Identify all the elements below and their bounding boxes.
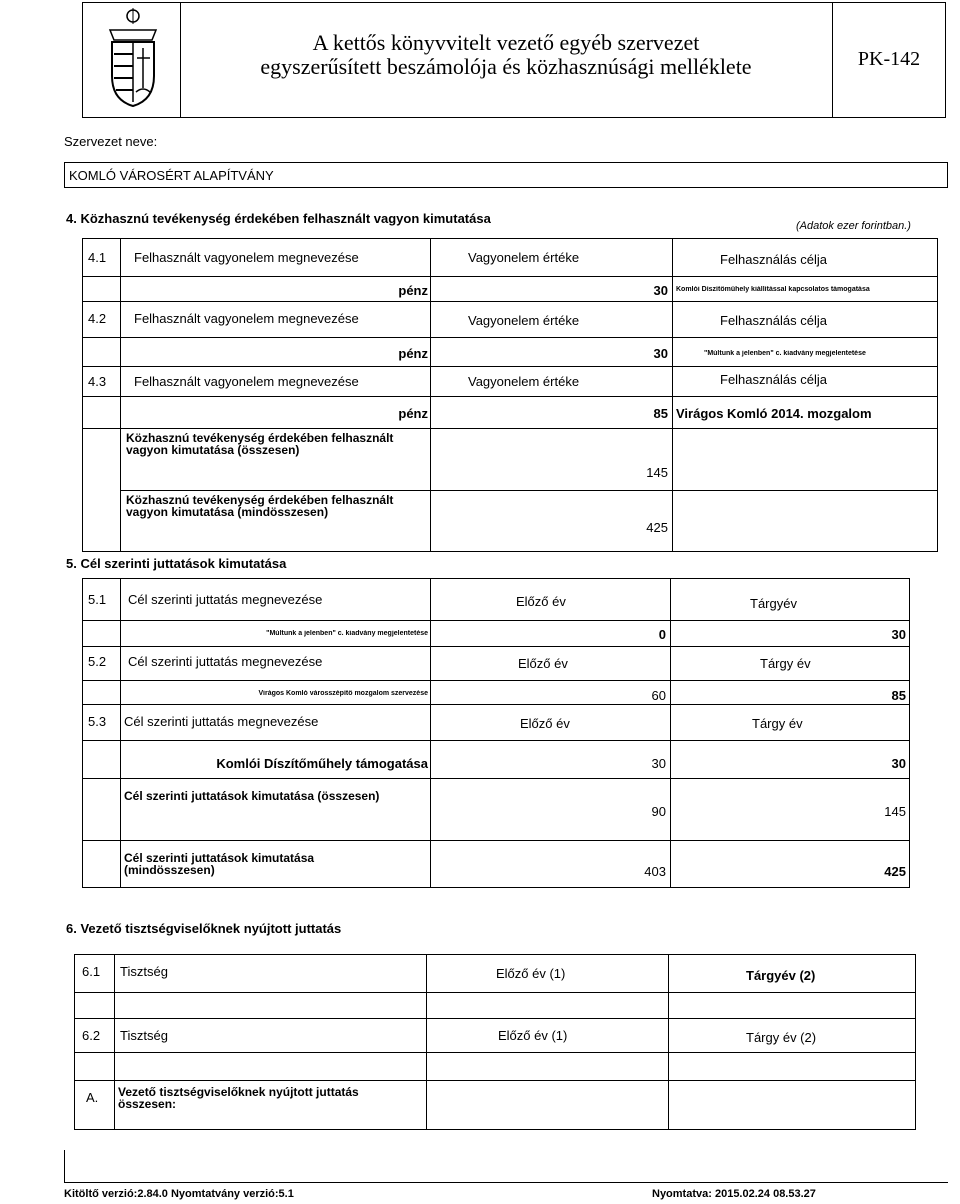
section6-title: 6. Vezető tisztségviselőknek nyújtott juttatás	[66, 921, 342, 936]
s5-total-curr: 145	[884, 804, 906, 819]
org-name-value: KOMLÓ VÁROSÉRT ALAPÍTVÁNY	[69, 168, 274, 183]
s4-row3-col2-header: Vagyonelem értéke	[468, 374, 580, 389]
s6-total-num: A.	[86, 1090, 99, 1105]
s4-row2-item: pénz	[398, 346, 428, 361]
s6-row1-col1-header: Tisztség	[120, 964, 168, 979]
s5-row2-curr-header: Tárgy év	[760, 656, 811, 671]
org-name-label: Szervezet neve:	[64, 134, 158, 149]
footer-version: Kitöltő verzió:2.84.0 Nyomtatvány verzió:5.1	[64, 1188, 294, 1200]
s4-total-value: 145	[646, 465, 668, 480]
s6-row1-num: 6.1	[82, 964, 101, 979]
s4-row3-num: 4.3	[88, 374, 107, 389]
s5-row1-prev: 0	[658, 627, 666, 642]
s5-row3-prev-header: Előző év	[520, 716, 570, 731]
section5-title: 5. Cél szerinti juttatások kimutatása	[66, 556, 287, 571]
s5-row3-curr: 30	[891, 756, 906, 771]
s6-row2-curr-header: Tárgy év (2)	[746, 1030, 817, 1045]
s6-row2-num: 6.2	[82, 1028, 101, 1043]
s5-row1-curr-header: Tárgyév	[750, 596, 797, 611]
s4-row3-col1-header: Felhasznált vagyonelem megnevezése	[134, 374, 359, 389]
s5-grand-prev: 403	[644, 864, 666, 879]
s6-row2-col1-header: Tisztség	[120, 1028, 168, 1043]
s5-row1-curr: 30	[891, 627, 906, 642]
s5-row3-item: Komlói Díszítőműhely támogatása	[216, 756, 428, 771]
form-code: PK-142	[857, 48, 921, 70]
s5-row2-curr: 85	[891, 688, 906, 703]
s4-row3-value: 85	[653, 406, 668, 421]
s6-total-label: Vezető tisztségviselőknek nyújtott juttatás összesen:	[118, 1085, 359, 1111]
s5-row1-col1-header: Cél szerinti juttatás megnevezése	[128, 592, 323, 607]
s5-row2-col1-header: Cél szerinti juttatás megnevezése	[128, 654, 323, 669]
s4-row3-col3-header: Felhasználás célja	[720, 372, 827, 387]
s5-row2-prev: 60	[651, 688, 666, 703]
s5-row2-num: 5.2	[88, 654, 107, 669]
s5-row2-item: Virágos Komló városszépítő mozgalom szervezése	[258, 690, 428, 697]
s5-row1-item: "Múltunk a jelenben" c. kiadvány megjelentetése	[266, 630, 428, 637]
s6-row1-curr-header: Tárgyév (2)	[746, 968, 816, 983]
s4-row1-col2-header: Vagyonelem értéke	[468, 250, 580, 265]
s4-row2-num: 4.2	[88, 311, 107, 326]
s5-row3-prev: 30	[651, 756, 666, 771]
s4-row1-item: pénz	[398, 283, 428, 298]
s5-row1-num: 5.1	[88, 592, 107, 607]
section4-unit-note: (Adatok ezer forintban.)	[796, 220, 911, 232]
s4-grand-value: 425	[646, 520, 668, 535]
org-name-field[interactable]	[64, 162, 948, 188]
s5-row3-col1-header: Cél szerinti juttatás megnevezése	[124, 714, 319, 729]
s5-row3-curr-header: Tárgy év	[752, 716, 803, 731]
s4-row1-value: 30	[653, 283, 668, 298]
hungarian-coat-of-arms-icon	[100, 6, 166, 110]
footer-printed: Nyomtatva: 2015.02.24 08.53.27	[652, 1188, 816, 1200]
s5-row2-prev-header: Előző év	[518, 656, 568, 671]
s6-row2-prev-header: Előző év (1)	[498, 1028, 568, 1043]
section5-table	[82, 578, 910, 888]
s4-row2-col2-header: Vagyonelem értéke	[468, 313, 580, 328]
s4-row2-col1-header: Felhasznált vagyonelem megnevezése	[134, 311, 359, 326]
s5-grand-curr: 425	[884, 864, 906, 879]
s4-row1-num: 4.1	[88, 250, 107, 265]
s4-row2-value: 30	[653, 346, 668, 361]
s5-grand-label: Cél szerinti juttatások kimutatása (mindösszesen)	[124, 851, 315, 877]
s4-row2-purpose: "Múltunk a jelenben" c. kiadvány megjelentetése	[704, 350, 866, 357]
s4-row1-col1-header: Felhasznált vagyonelem megnevezése	[134, 250, 359, 265]
s6-row1-prev-header: Előző év (1)	[496, 966, 566, 981]
form-title-line1: A kettős könyvvitelt vezető egyéb szervezet	[312, 30, 700, 55]
s5-total-prev: 90	[651, 804, 666, 819]
s5-row1-prev-header: Előző év	[516, 594, 566, 609]
s4-total-label: Közhasznú tevékenység érdekében felhasznált vagyon kimutatása (összesen)	[126, 431, 394, 457]
s4-row3-purpose: Virágos Komló 2014. mozgalom	[676, 406, 872, 421]
s4-grand-label: Közhasznú tevékenység érdekében felhasznált vagyon kimutatása (mindösszesen)	[126, 493, 394, 519]
s5-row3-num: 5.3	[88, 714, 107, 729]
s4-row1-purpose: Komlói Díszítőműhely kiállítással kapcsolatos támogatása	[676, 286, 870, 293]
form-title-line2: egyszerűsített beszámolója és közhasznúsági melléklete	[260, 54, 752, 79]
s5-total-label: Cél szerinti juttatások kimutatása (összesen)	[124, 789, 380, 803]
s4-row3-item: pénz	[398, 406, 428, 421]
s4-row1-col3-header: Felhasználás célja	[720, 252, 827, 267]
section4-title: 4. Közhasznú tevékenység érdekében felhasznált vagyon kimutatása	[66, 211, 491, 226]
s4-row2-col3-header: Felhasználás célja	[720, 313, 827, 328]
